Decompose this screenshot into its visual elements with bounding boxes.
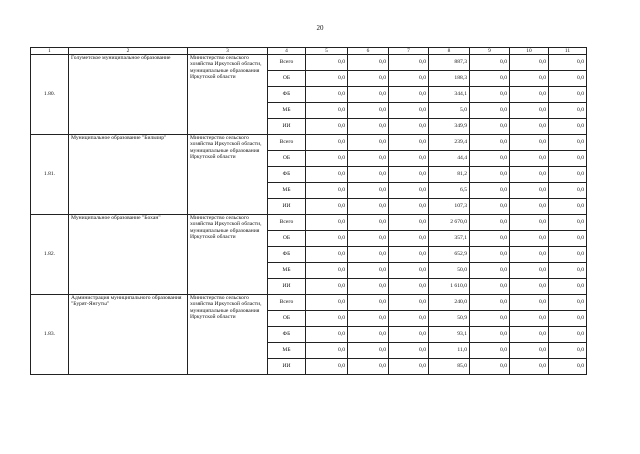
funding-source: ИИ (268, 359, 306, 375)
value-cell: 0,0 (470, 311, 510, 327)
funding-source: Всего (268, 135, 306, 151)
value-cell: 0,0 (549, 151, 587, 167)
column-number: 7 (389, 48, 429, 55)
value-cell: 0,0 (348, 279, 389, 295)
column-number: 11 (549, 48, 587, 55)
value-cell: 0,0 (348, 55, 389, 71)
item-number: 1.83. (31, 295, 69, 375)
value-cell: 0,0 (510, 311, 549, 327)
value-cell: 0,0 (348, 359, 389, 375)
column-number: 8 (429, 48, 470, 55)
value-cell: 0,0 (348, 167, 389, 183)
column-number-header (31, 48, 587, 55)
value-cell: 0,0 (389, 359, 429, 375)
value-cell: 0,0 (510, 55, 549, 71)
funding-source: ОБ (268, 151, 306, 167)
value-cell: 0,0 (549, 231, 587, 247)
value-cell: 0,0 (348, 119, 389, 135)
value-cell: 0,0 (470, 215, 510, 231)
responsible-executor: Министерство сельского хозяйства Иркутской области, муниципальные образования Иркутской области (188, 135, 268, 215)
responsible-executor: Министерство сельского хозяйства Иркутской области, муниципальные образования Иркутской области (188, 295, 268, 375)
value-cell: 0,0 (348, 295, 389, 311)
value-cell: 0,0 (306, 71, 348, 87)
value-cell: 0,0 (389, 167, 429, 183)
value-cell: 0,0 (389, 263, 429, 279)
funding-source: Всего (268, 215, 306, 231)
value-cell: 50,9 (429, 311, 470, 327)
value-cell: 344,1 (429, 87, 470, 103)
value-cell: 0,0 (510, 167, 549, 183)
value-cell: 0,0 (389, 55, 429, 71)
value-cell: 0,0 (549, 295, 587, 311)
value-cell: 0,0 (510, 343, 549, 359)
value-cell: 0,0 (389, 71, 429, 87)
value-cell: 0,0 (306, 279, 348, 295)
value-cell: 0,0 (549, 87, 587, 103)
value-cell: 0,0 (306, 119, 348, 135)
value-cell: 0,0 (348, 135, 389, 151)
funding-source: ОБ (268, 231, 306, 247)
value-cell: 0,0 (306, 183, 348, 199)
value-cell: 0,0 (510, 295, 549, 311)
value-cell: 0,0 (389, 215, 429, 231)
funding-source: ИИ (268, 199, 306, 215)
value-cell: 188,3 (429, 71, 470, 87)
value-cell: 0,0 (510, 263, 549, 279)
funding-source: МБ (268, 103, 306, 119)
value-cell: 0,0 (470, 103, 510, 119)
table-row (31, 215, 587, 231)
value-cell: 1 610,0 (429, 279, 470, 295)
value-cell: 0,0 (549, 343, 587, 359)
value-cell: 0,0 (306, 311, 348, 327)
value-cell: 0,0 (389, 183, 429, 199)
value-cell: 0,0 (389, 295, 429, 311)
value-cell: 0,0 (348, 215, 389, 231)
value-cell: 0,0 (348, 87, 389, 103)
value-cell: 0,0 (549, 311, 587, 327)
organization-name: Муниципальное образование "Бохан" (69, 215, 188, 295)
value-cell: 0,0 (470, 199, 510, 215)
value-cell: 349,9 (429, 119, 470, 135)
value-cell: 0,0 (470, 247, 510, 263)
value-cell: 0,0 (470, 327, 510, 343)
funding-source: ФБ (268, 167, 306, 183)
organization-name: Администрация муниципального образования "Бурят-Янгуты" (69, 295, 188, 375)
table-row (31, 295, 587, 311)
column-number: 10 (510, 48, 549, 55)
value-cell: 0,0 (306, 215, 348, 231)
column-number: 1 (31, 48, 69, 55)
value-cell: 0,0 (306, 359, 348, 375)
column-number: 4 (268, 48, 306, 55)
value-cell: 0,0 (348, 311, 389, 327)
value-cell: 0,0 (510, 247, 549, 263)
value-cell: 240,0 (429, 295, 470, 311)
funding-source: ФБ (268, 87, 306, 103)
table-row (31, 135, 587, 151)
value-cell: 0,0 (348, 247, 389, 263)
organization-name: Голуметское муниципальное образование (69, 55, 188, 135)
funding-source: МБ (268, 183, 306, 199)
funding-source: ФБ (268, 327, 306, 343)
value-cell: 0,0 (389, 87, 429, 103)
value-cell: 0,0 (306, 295, 348, 311)
value-cell: 0,0 (389, 247, 429, 263)
page-number: 20 (316, 24, 324, 32)
value-cell: 0,0 (306, 87, 348, 103)
value-cell: 0,0 (306, 135, 348, 151)
value-cell: 0,0 (389, 103, 429, 119)
value-cell: 0,0 (470, 87, 510, 103)
value-cell: 0,0 (306, 343, 348, 359)
value-cell: 0,0 (470, 263, 510, 279)
organization-name: Муниципальное образование "Бильчир" (69, 135, 188, 215)
value-cell: 0,0 (549, 71, 587, 87)
value-cell: 0,0 (306, 247, 348, 263)
item-number: 1.81. (31, 135, 69, 215)
funding-source: ОБ (268, 71, 306, 87)
value-cell: 0,0 (549, 55, 587, 71)
value-cell: 0,0 (348, 71, 389, 87)
value-cell: 0,0 (389, 311, 429, 327)
funding-source: ОБ (268, 311, 306, 327)
value-cell: 0,0 (510, 327, 549, 343)
value-cell: 0,0 (510, 135, 549, 151)
column-number: 3 (188, 48, 268, 55)
value-cell: 6,5 (429, 183, 470, 199)
value-cell: 0,0 (470, 167, 510, 183)
value-cell: 2 670,0 (429, 215, 470, 231)
value-cell: 0,0 (510, 215, 549, 231)
value-cell: 0,0 (549, 135, 587, 151)
value-cell: 0,0 (306, 151, 348, 167)
value-cell: 0,0 (389, 231, 429, 247)
value-cell: 0,0 (510, 71, 549, 87)
column-number: 2 (69, 48, 188, 55)
value-cell: 0,0 (470, 295, 510, 311)
column-number: 5 (306, 48, 348, 55)
value-cell: 0,0 (510, 231, 549, 247)
value-cell: 357,1 (429, 231, 470, 247)
value-cell: 0,0 (348, 199, 389, 215)
value-cell: 0,0 (389, 151, 429, 167)
value-cell: 0,0 (389, 343, 429, 359)
value-cell: 93,1 (429, 327, 470, 343)
value-cell: 0,0 (389, 135, 429, 151)
value-cell: 0,0 (306, 263, 348, 279)
value-cell: 0,0 (549, 359, 587, 375)
funding-source: Всего (268, 295, 306, 311)
value-cell: 0,0 (510, 183, 549, 199)
value-cell: 0,0 (470, 183, 510, 199)
responsible-executor: Министерство сельского хозяйства Иркутской области, муниципальные образования Иркутской области (188, 55, 268, 135)
value-cell: 11,0 (429, 343, 470, 359)
table-row (31, 55, 587, 71)
value-cell: 0,0 (470, 55, 510, 71)
value-cell: 0,0 (389, 279, 429, 295)
value-cell: 0,0 (470, 231, 510, 247)
value-cell: 0,0 (549, 119, 587, 135)
value-cell: 0,0 (510, 87, 549, 103)
value-cell: 0,0 (348, 231, 389, 247)
value-cell: 81,2 (429, 167, 470, 183)
funding-source: МБ (268, 263, 306, 279)
value-cell: 0,0 (348, 183, 389, 199)
value-cell: 0,0 (306, 327, 348, 343)
value-cell: 0,0 (510, 359, 549, 375)
value-cell: 0,0 (510, 103, 549, 119)
value-cell: 0,0 (549, 263, 587, 279)
funding-source: МБ (268, 343, 306, 359)
funding-source: ИИ (268, 279, 306, 295)
value-cell: 887,3 (429, 55, 470, 71)
value-cell: 0,0 (549, 183, 587, 199)
value-cell: 239,4 (429, 135, 470, 151)
value-cell: 0,0 (510, 151, 549, 167)
item-number: 1.80. (31, 55, 69, 135)
value-cell: 44,4 (429, 151, 470, 167)
value-cell: 0,0 (470, 71, 510, 87)
value-cell: 0,0 (348, 327, 389, 343)
value-cell: 0,0 (549, 215, 587, 231)
value-cell: 0,0 (470, 119, 510, 135)
value-cell: 107,3 (429, 199, 470, 215)
value-cell: 50,0 (429, 263, 470, 279)
value-cell: 0,0 (549, 247, 587, 263)
budget-table (30, 47, 587, 375)
value-cell: 0,0 (510, 119, 549, 135)
value-cell: 0,0 (549, 103, 587, 119)
value-cell: 0,0 (348, 263, 389, 279)
value-cell: 0,0 (306, 231, 348, 247)
value-cell: 0,0 (306, 167, 348, 183)
value-cell: 0,0 (549, 327, 587, 343)
value-cell: 0,0 (470, 359, 510, 375)
value-cell: 652,9 (429, 247, 470, 263)
value-cell: 0,0 (470, 279, 510, 295)
value-cell: 0,0 (348, 151, 389, 167)
item-number: 1.82. (31, 215, 69, 295)
column-number: 9 (470, 48, 510, 55)
value-cell: 0,0 (306, 199, 348, 215)
value-cell: 0,0 (389, 199, 429, 215)
responsible-executor: Министерство сельского хозяйства Иркутской области, муниципальные образования Иркутской области (188, 215, 268, 295)
value-cell: 0,0 (510, 279, 549, 295)
value-cell: 0,0 (510, 199, 549, 215)
value-cell: 0,0 (348, 103, 389, 119)
value-cell: 0,0 (470, 151, 510, 167)
value-cell: 0,0 (389, 327, 429, 343)
funding-source: Всего (268, 55, 306, 71)
column-number: 6 (348, 48, 389, 55)
value-cell: 0,0 (389, 119, 429, 135)
value-cell: 0,0 (549, 199, 587, 215)
value-cell: 0,0 (549, 167, 587, 183)
funding-source: ИИ (268, 119, 306, 135)
value-cell: 85,0 (429, 359, 470, 375)
value-cell: 0,0 (549, 279, 587, 295)
funding-source: ФБ (268, 247, 306, 263)
value-cell: 0,0 (470, 135, 510, 151)
value-cell: 0,0 (470, 343, 510, 359)
value-cell: 5,0 (429, 103, 470, 119)
value-cell: 0,0 (348, 343, 389, 359)
value-cell: 0,0 (306, 55, 348, 71)
value-cell: 0,0 (306, 103, 348, 119)
